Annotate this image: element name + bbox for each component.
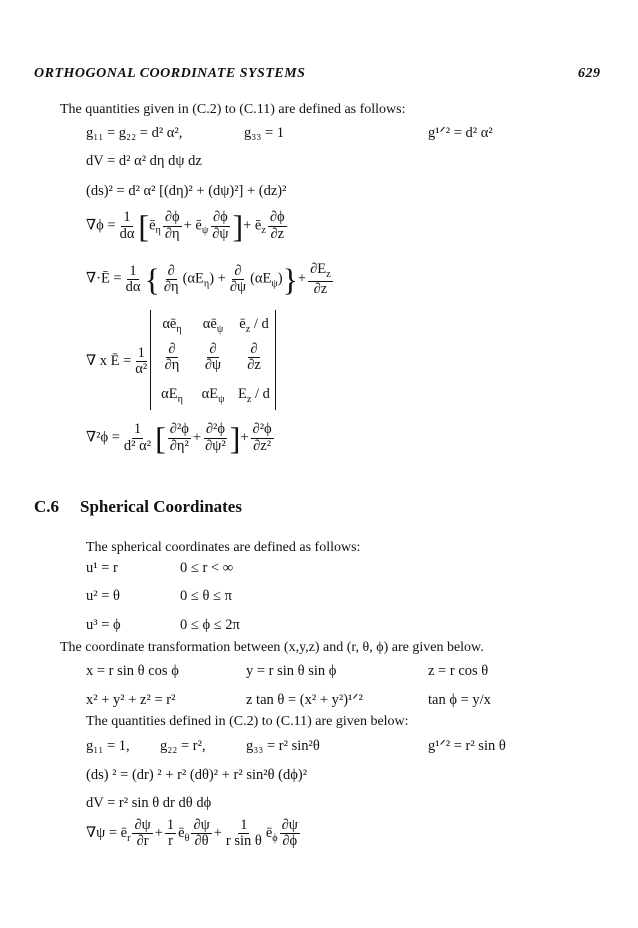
line-element: (ds)² = d² α² [(dη)² + (dψ)²] + (dz)² (86, 183, 287, 199)
curl-lhs: ∇ x Ē = $\frac{1}{\text{α²}}$ (86, 345, 148, 378)
y-equation: y = r sin θ sin ϕ (246, 663, 337, 679)
r-squared-equation: x² + y² + z² = r² (86, 692, 176, 708)
sph-line-element: (ds) ² = (dr) ² + r² (dθ)² + r² sin²θ (dϕ)² (86, 767, 308, 783)
spherical-intro: The spherical coordinates are defined as follows: (86, 540, 361, 555)
coord-u3: u³ = ϕ (86, 617, 121, 633)
metric-g11-g22: g₁₁ = g₂₂ = d² α², (86, 125, 183, 141)
page-number: 629 (578, 66, 601, 81)
metric-gsqrt: g¹ᐟ² = d² α² (428, 125, 493, 141)
curl-determinant: $\alpha ē_\eta$ $\alpha ē_\psi$ $ē_z$ / d $\frac{\partial}{\partial\eta}$ $\frac{\partial}{\partial\psi}$ $\frac{\partial}{\partial z}$ $\alpha E_\eta$ $\alpha E_\psi$ $E_z$ / d (150, 310, 276, 410)
sph-volume-element: dV = r² sin θ dr dθ dϕ (86, 795, 212, 811)
transform-text: The coordinate transformation between (x,y,z) and (r, θ, ϕ) are given below. (60, 640, 484, 655)
sph-metric-g33: g₃₃ = r² sin²θ (246, 738, 320, 754)
gradient-formula: ∇ϕ = $\frac{1}{d\alpha}$ [$ē_\eta$ $\frac{\partial\phi}{\partial\eta}$ + $ē_\psi$ $\frac{\partial\phi}{\partial\psi}$ ]+ $ē_z$ $\frac{\partial\phi}{\partial z}$ (86, 208, 285, 244)
coord-u1: u¹ = r (86, 560, 118, 576)
range-u3: 0 ≤ ϕ ≤ 2π (180, 617, 240, 633)
z-equation: z = r cos θ (428, 663, 489, 679)
laplacian-formula: ∇²ϕ = $\frac{1}{\text{d² α²}}$ [ $\frac{\text{∂²ϕ}}{\text{∂η²}}$ + $\frac{\text{∂²ϕ}}{\text{∂ψ²}}$ ]+ $\frac{\text{∂²ϕ}}{\text{∂z²}}$ (86, 420, 272, 456)
intro-text: The quantities given in (C.2) to (C.11) are defined as follows: (60, 102, 406, 117)
sph-metric-gsqrt: g¹ᐟ² = r² sin θ (428, 738, 506, 754)
coord-u2: u² = θ (86, 588, 120, 604)
divergence-formula: ∇·Ē = $\frac{1}{d\alpha}$ { $\frac{\partial}{\partial\eta}$ $(\alpha E_\eta)$ + $\frac{\partial}{\partial\psi}$ $(\alpha E_\psi)\}+$ $\frac{\partial E_z}{\partial z}$ (86, 261, 331, 298)
quantities-text: The quantities defined in (C.2) to (C.11) are given below: (86, 714, 409, 729)
range-u1: 0 ≤ r < ∞ (180, 560, 234, 576)
volume-element: dV = d² α² dη dψ dz (86, 153, 202, 169)
sph-gradient-formula: $\nabla\psi = ē_r$ $\frac{\partial\psi}{\partial r}$ + $\frac{1}{r}$ $ē_\theta$ $\frac{\partial\psi}{\partial\theta}$ + $\frac{1}{\text{r sin θ}}$ $ē_\phi$ $\frac{\partial\psi}{\partial\phi}$ (86, 817, 298, 850)
range-u2: 0 ≤ θ ≤ π (180, 588, 232, 604)
sph-metric-g11: g₁₁ = 1, (86, 738, 130, 754)
sph-metric-g22: g₂₂ = r², (160, 738, 206, 754)
tan-phi-equation: tan ϕ = y/x (428, 692, 491, 708)
running-header: ORTHOGONAL COORDINATE SYSTEMS (34, 66, 306, 81)
section-number: C.6 (34, 497, 60, 516)
x-equation: x = r sin θ cos ϕ (86, 663, 179, 679)
tan-theta-equation: z tan θ = (x² + y²)¹ᐟ² (246, 692, 363, 708)
metric-g33: g₃₃ = 1 (244, 125, 285, 141)
section-title: Spherical Coordinates (80, 497, 242, 516)
